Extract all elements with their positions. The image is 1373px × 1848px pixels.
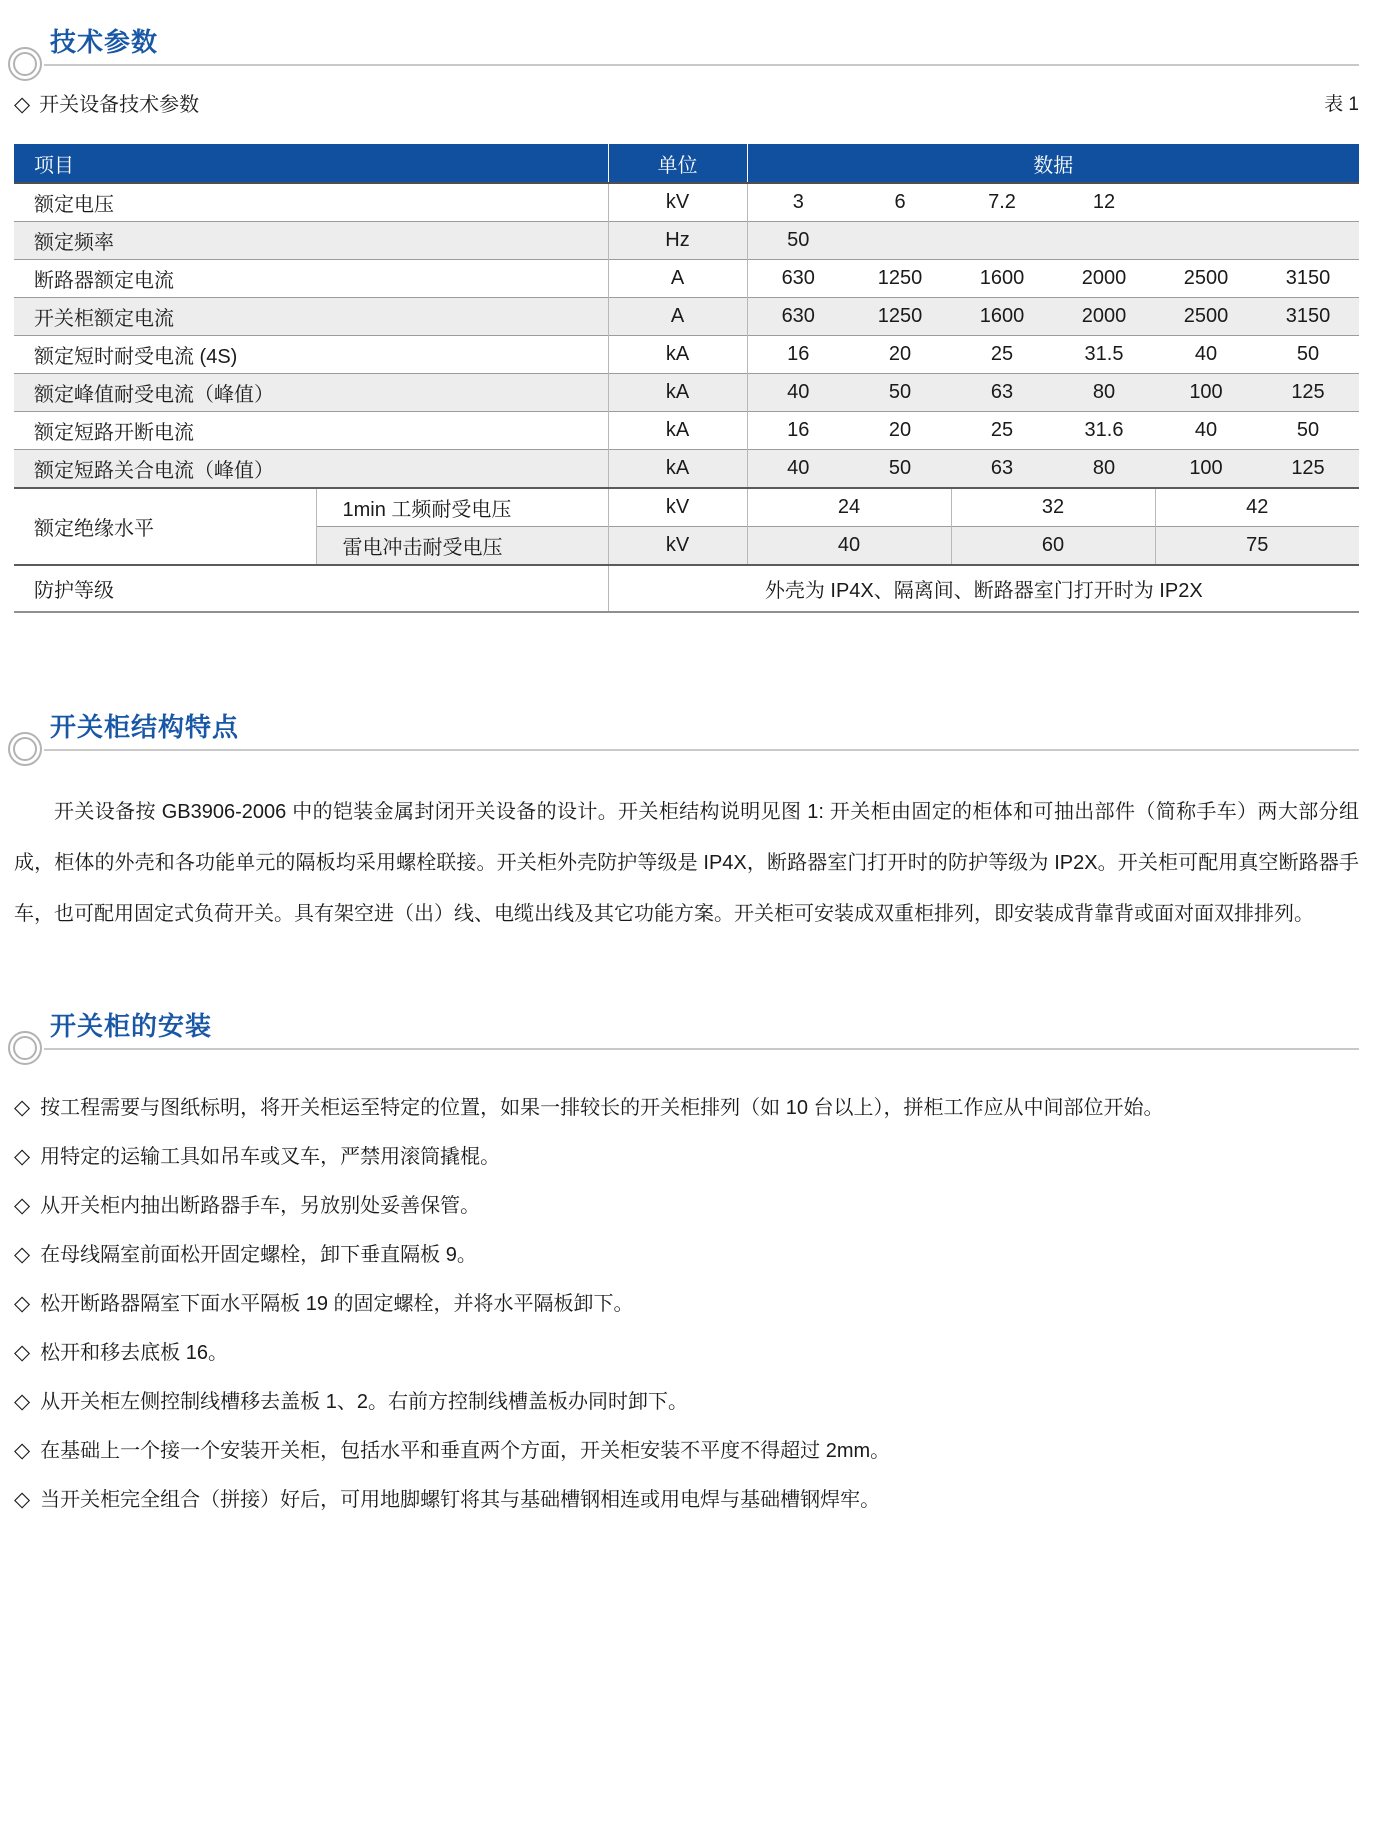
value-cell: 3150 (1257, 260, 1359, 298)
list-item (14, 1094, 1359, 1122)
list-item-text: 用特定的运输工具如吊车或叉车，严禁用滚筒撬棍。 (40, 1146, 501, 1168)
section-title-installation: 开关柜的安装 (50, 1011, 213, 1041)
merged-value-cell: 75 (1155, 527, 1359, 566)
value-cell: 80 (1053, 450, 1155, 489)
section-divider (14, 56, 1359, 84)
value-cell: 40 (747, 374, 849, 412)
diamond-bullet-icon: ◇ (14, 1488, 31, 1511)
value-cell: 125 (1257, 450, 1359, 489)
value-cell: 40 (1155, 412, 1257, 450)
table-row (14, 222, 1359, 260)
list-item-text: 从开关柜左侧控制线槽移去盖板 1、2。右前方控制线槽盖板办同时卸下。 (40, 1391, 688, 1413)
ring-icon (8, 732, 42, 766)
value-cell: 40 (747, 450, 849, 489)
value-cell: 50 (747, 222, 849, 260)
value-cell: 16 (747, 336, 849, 374)
divider-line (44, 1048, 1359, 1050)
unit-cell: kA (608, 450, 747, 489)
table-caption-text: 开关设备技术参数 (39, 94, 200, 116)
spec-table (14, 144, 1359, 613)
table-row (14, 374, 1359, 412)
protection-label-cell: 防护等级 (14, 565, 608, 612)
unit-cell: Hz (608, 222, 747, 260)
value-cell: 31.5 (1053, 336, 1155, 374)
merged-value-cell: 40 (747, 527, 951, 566)
list-item (14, 1241, 1359, 1269)
list-item (14, 1388, 1359, 1416)
value-cell: 7.2 (951, 183, 1053, 222)
diamond-bullet-icon: ◇ (14, 1096, 31, 1119)
unit-cell: kA (608, 374, 747, 412)
sub-item-cell: 雷电冲击耐受电压 (316, 527, 608, 566)
value-cell: 1250 (849, 298, 951, 336)
list-item-text: 松开和移去底板 16。 (40, 1342, 228, 1364)
sub-item-cell: 1min 工频耐受电压 (316, 488, 608, 527)
structure-paragraph: 开关设备按 GB3906-2006 中的铠装金属封闭开关设备的设计。开关柜结构说明见图 1: 开关柜由固定的柜体和可抽出部件（简称手车）两大部分组成，柜体的外壳和各功能单元的隔板均采用螺栓联接。开关柜外壳防护等级是 IP4X，断路器室门打开时的防护等级为 IP2X。开关柜可配用真空断路器手车，也可配用固定式负荷开关。具有架空进（出）线、电缆出线及其它功能方案。开关柜可安装成双重柜排列，即安装成背靠背或面对面双排排列。 (14, 801, 1359, 925)
value-cell: 125 (1257, 374, 1359, 412)
unit-cell: kA (608, 412, 747, 450)
merged-value-cell: 60 (951, 527, 1155, 566)
item-cell: 额定短路关合电流（峰值） (14, 450, 608, 489)
diamond-bullet-icon: ◇ (14, 1390, 31, 1413)
divider-line (44, 749, 1359, 751)
unit-cell: kV (608, 183, 747, 222)
table-row (14, 183, 1359, 222)
insulation-label-cell: 额定绝缘水平 (14, 488, 316, 565)
list-item-text: 按工程需要与图纸标明，将开关柜运至特定的位置，如果一排较长的开关柜排列（如 10 台以上），拼柜工作应从中间部位开始。 (40, 1097, 1164, 1119)
table-row (14, 450, 1359, 489)
spec-table-body (14, 183, 1359, 612)
diamond-bullet-icon: ◇ (14, 1194, 31, 1217)
diamond-icon: ◇ (14, 93, 31, 116)
value-cell: 31.6 (1053, 412, 1155, 450)
diamond-bullet-icon: ◇ (14, 1145, 31, 1168)
value-cell (1257, 183, 1359, 222)
diamond-bullet-icon: ◇ (14, 1292, 31, 1315)
list-item-text: 在母线隔室前面松开固定螺栓，卸下垂直隔板 9。 (40, 1244, 477, 1266)
item-cell: 额定短时耐受电流 (4S) (14, 336, 608, 374)
value-cell (849, 222, 951, 260)
list-item (14, 1290, 1359, 1318)
list-item (14, 1143, 1359, 1171)
section-structure (14, 713, 1359, 940)
table-header-row (14, 144, 1359, 183)
col-header-data: 数据 (747, 144, 1359, 183)
merged-value-cell: 42 (1155, 488, 1359, 527)
value-cell: 3150 (1257, 298, 1359, 336)
table-row (14, 412, 1359, 450)
value-cell: 1600 (951, 298, 1053, 336)
value-cell: 12 (1053, 183, 1155, 222)
value-cell (1257, 222, 1359, 260)
value-cell: 20 (849, 336, 951, 374)
value-cell (1155, 183, 1257, 222)
section-title-tech-params: 技术参数 (50, 27, 159, 57)
item-cell: 额定频率 (14, 222, 608, 260)
unit-cell: kA (608, 336, 747, 374)
list-item-text: 松开断路器隔室下面水平隔板 19 的固定螺栓，并将水平隔板卸下。 (40, 1293, 634, 1315)
list-item (14, 1339, 1359, 1367)
diamond-bullet-icon: ◇ (14, 1243, 31, 1266)
spec-table-head (14, 144, 1359, 183)
list-item-text: 从开关柜内抽出断路器手车，另放别处妥善保管。 (40, 1195, 481, 1217)
merged-value-cell: 32 (951, 488, 1155, 527)
table-caption-row (14, 92, 1359, 118)
list-item-text: 当开关柜完全组合（拼接）好后，可用地脚螺钉将其与基础槽钢相连或用电焊与基础槽钢焊牢。 (40, 1489, 881, 1511)
value-cell: 40 (1155, 336, 1257, 374)
value-cell: 50 (849, 450, 951, 489)
value-cell: 25 (951, 412, 1053, 450)
value-cell: 25 (951, 336, 1053, 374)
diamond-bullet-icon: ◇ (14, 1439, 31, 1462)
unit-cell: A (608, 260, 747, 298)
section-divider (14, 1040, 1359, 1068)
value-cell: 1250 (849, 260, 951, 298)
table-row (14, 336, 1359, 374)
value-cell: 2000 (1053, 260, 1155, 298)
section-tech-params (14, 28, 1359, 613)
ring-icon (8, 47, 42, 81)
value-cell: 630 (747, 298, 849, 336)
value-cell: 50 (1257, 336, 1359, 374)
col-header-unit: 单位 (608, 144, 747, 183)
section-title-structure: 开关柜结构特点 (50, 712, 240, 742)
section-installation (14, 1012, 1359, 1514)
list-item (14, 1192, 1359, 1220)
item-cell: 开关柜额定电流 (14, 298, 608, 336)
value-cell (951, 222, 1053, 260)
value-cell: 50 (1257, 412, 1359, 450)
item-cell: 断路器额定电流 (14, 260, 608, 298)
item-cell: 额定短路开断电流 (14, 412, 608, 450)
item-cell: 额定峰值耐受电流（峰值） (14, 374, 608, 412)
value-cell: 20 (849, 412, 951, 450)
section-divider (14, 741, 1359, 769)
unit-cell: kV (608, 488, 747, 527)
table-caption (14, 92, 199, 118)
unit-cell: kV (608, 527, 747, 566)
table-row (14, 298, 1359, 336)
value-cell: 50 (849, 374, 951, 412)
value-cell (1155, 222, 1257, 260)
value-cell: 100 (1155, 450, 1257, 489)
value-cell: 16 (747, 412, 849, 450)
item-cell: 额定电压 (14, 183, 608, 222)
list-item (14, 1486, 1359, 1514)
col-header-item: 项目 (14, 144, 608, 183)
ring-icon (8, 1031, 42, 1065)
table-row-protection (14, 565, 1359, 612)
installation-list (14, 1094, 1359, 1514)
value-cell (1053, 222, 1155, 260)
protection-value-cell: 外壳为 IP4X、隔离间、断路器室门打开时为 IP2X (608, 565, 1359, 612)
diamond-bullet-icon: ◇ (14, 1341, 31, 1364)
merged-value-cell: 24 (747, 488, 951, 527)
value-cell: 80 (1053, 374, 1155, 412)
unit-cell: A (608, 298, 747, 336)
value-cell: 63 (951, 374, 1053, 412)
table-row-insulation (14, 488, 1359, 527)
value-cell: 2500 (1155, 298, 1257, 336)
value-cell: 1600 (951, 260, 1053, 298)
value-cell: 630 (747, 260, 849, 298)
value-cell: 100 (1155, 374, 1257, 412)
value-cell: 6 (849, 183, 951, 222)
value-cell: 63 (951, 450, 1053, 489)
value-cell: 2000 (1053, 298, 1155, 336)
value-cell: 2500 (1155, 260, 1257, 298)
table-row (14, 260, 1359, 298)
list-item (14, 1437, 1359, 1465)
table-number-label: 表 1 (1324, 94, 1359, 115)
divider-line (44, 64, 1359, 66)
value-cell: 3 (747, 183, 849, 222)
list-item-text: 在基础上一个接一个安装开关柜，包括水平和垂直两个方面，开关柜安装不平度不得超过 2mm。 (40, 1440, 891, 1462)
